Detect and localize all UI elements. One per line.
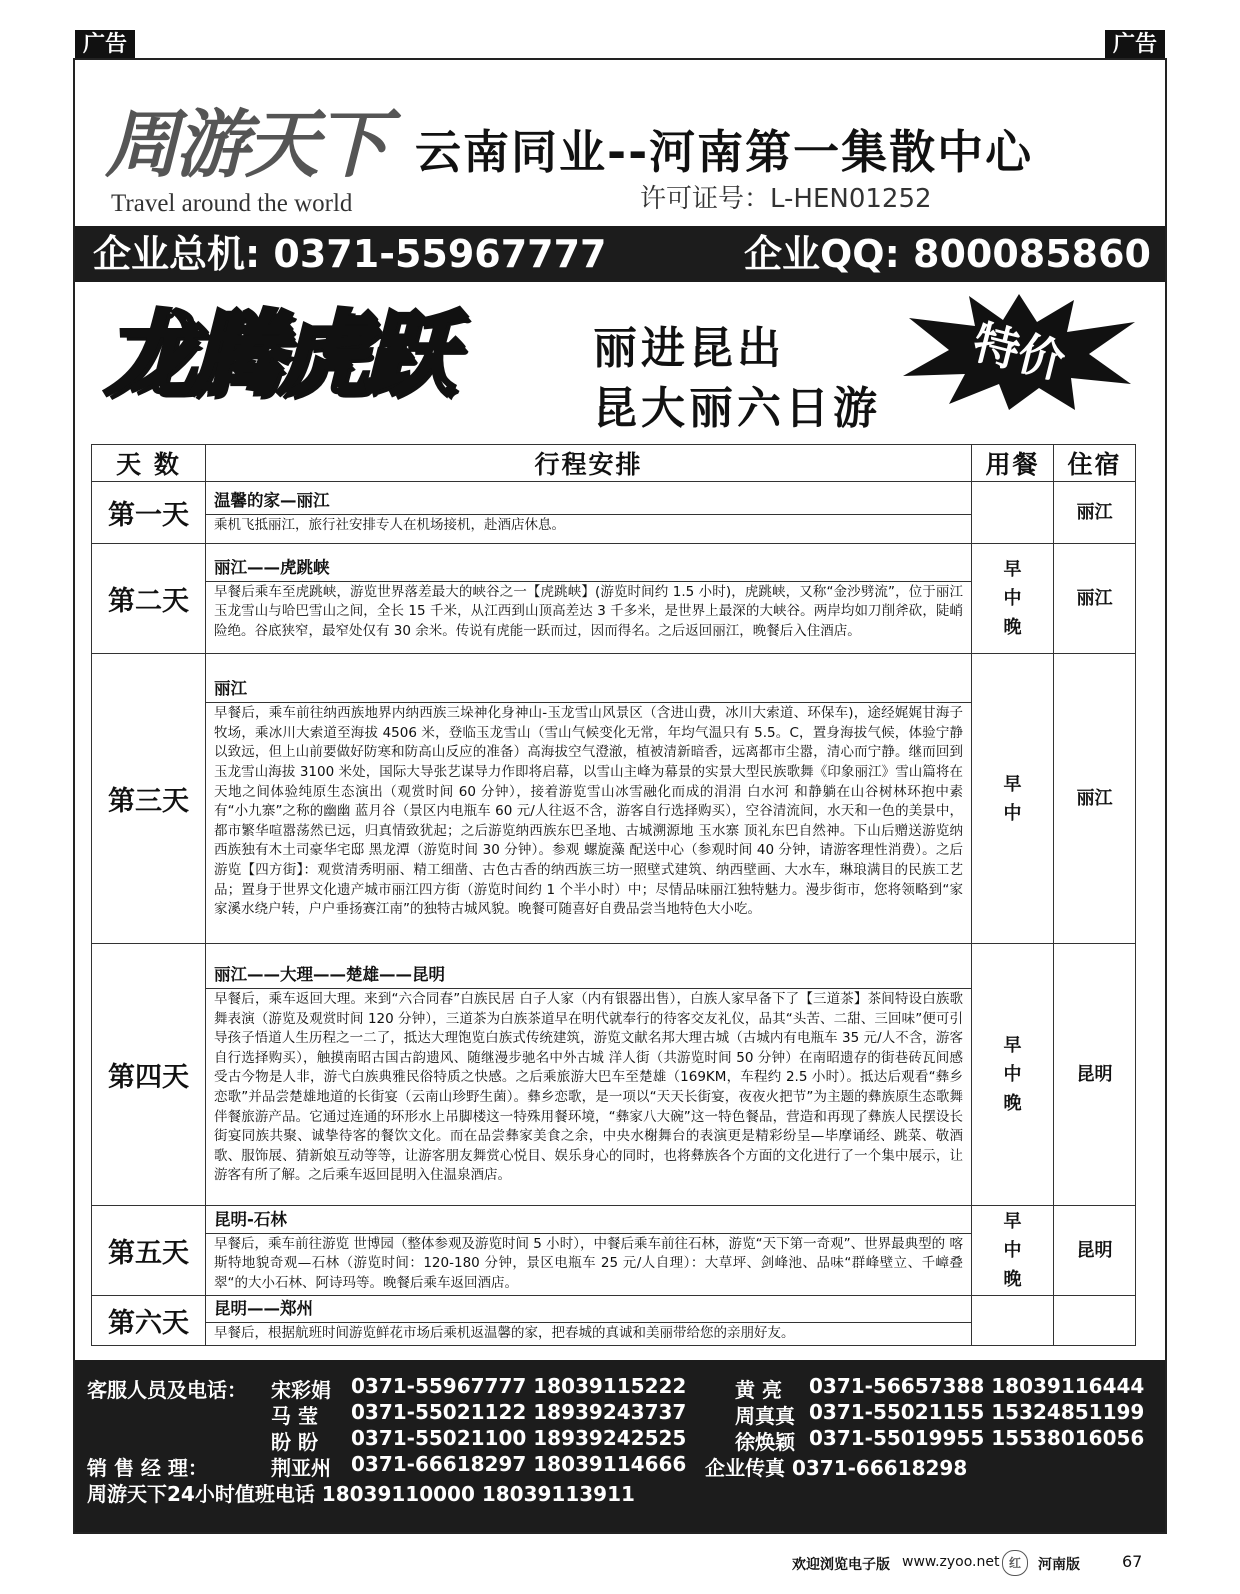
route-line-1: 丽进昆出 <box>593 323 785 374</box>
page-number: 67 <box>1122 1552 1143 1571</box>
meal-cell: 早 中 晚 <box>972 1206 1054 1296</box>
brand-logo <box>105 100 405 220</box>
company-phone: 企业总机: 0371-55967777 <box>93 232 607 276</box>
meal-cell <box>972 482 1054 544</box>
program-cell <box>206 544 972 654</box>
staff-name: 马 莹 <box>271 1404 318 1428</box>
day-label: 第一天 <box>92 482 206 544</box>
sales-label: 销 售 经 理： <box>87 1456 208 1480</box>
promo-banner <box>75 282 1165 438</box>
contact-bar <box>75 226 1165 282</box>
advertisement-frame <box>73 58 1167 1534</box>
program-cell <box>206 482 972 544</box>
program-title: 昆明-石林 <box>206 1207 971 1234</box>
header <box>75 60 1165 226</box>
stay-cell: 丽江 <box>1054 482 1136 544</box>
main-title: 云南同业--河南第一集散中心 <box>415 125 1034 179</box>
program-cell <box>206 1206 972 1296</box>
stay-cell <box>1054 1296 1136 1346</box>
staff-phones: 0371-55967777 18039115222 <box>351 1374 687 1398</box>
sales-name: 荆亚州 <box>271 1456 331 1480</box>
staff-phones: 0371-55021122 18939243737 <box>351 1400 687 1424</box>
table-row <box>92 1206 1136 1296</box>
slogan: 龙腾虎跃 <box>105 300 450 408</box>
day-label: 第三天 <box>92 654 206 944</box>
service-label: 客服人员及电话： <box>87 1378 247 1402</box>
table-row <box>92 654 1136 944</box>
program-cell <box>206 654 972 944</box>
program-title: 丽江——虎跳峡 <box>206 555 971 582</box>
day-label: 第四天 <box>92 944 206 1206</box>
day-label: 第二天 <box>92 544 206 654</box>
stay-cell: 丽江 <box>1054 544 1136 654</box>
header-program: 行程安排 <box>206 445 972 482</box>
program-title: 昆明——郑州 <box>206 1296 971 1323</box>
staff-phones: 0371-55021155 15324851199 <box>809 1400 1145 1424</box>
page-footer <box>770 1548 1170 1578</box>
staff-phones: 0371-55019955 15538016056 <box>809 1426 1145 1450</box>
table-row <box>92 1296 1136 1346</box>
meal-cell: 早 中 <box>972 654 1054 944</box>
program-cell <box>206 944 972 1206</box>
staff-name: 宋彩娟 <box>271 1378 331 1402</box>
table-header-row <box>92 445 1136 482</box>
staff-name: 盼 盼 <box>271 1430 318 1454</box>
program-title: 温馨的家—丽江 <box>206 488 971 515</box>
table-row <box>92 544 1136 654</box>
program-body: 早餐后，乘车返回大理。来到“六合同春”白族民居 白子人家（内有银器出售），白族人家早备下了【三道茶】茶间特设白族歌舞表演（游览及观赏时间 120 分钟），三道茶为白族茶道早在明代就奉行的待客交友礼仪，品其“头苦、二甜、三回味”便可引导孩子悟道人生历程之一二了，抵达大理饱览白族式传统建筑，游览文献名邦大理古城（古城内有电瓶车 35 元/人不含，游客自行选择购买），触摸南昭古国古韵遗风、随继漫步驰名中外古城 洋人街（共游览时间 50 分钟）在南昭遗存的街巷砖瓦间感受古今物是人非，游弋白族典雅民俗特质之快感。之后乘旅游大巴车至楚雄（169KM，车程约 2.5 小时）。抵达后观看“彝乡恋歌”并品尝楚雄地道的长街宴（云南山珍野生菌）。彝乡恋歌，是一项以“天天长街宴，夜夜火把节”为主题的彝族原生态歌舞伴餐旅游产品。它通过连通的环形水上吊脚楼这一特殊用餐环境，“彝家八大碗”这一特色餐品，营造和再现了彝族人民摆设长街宴同族共聚、诚挚待客的餐饮文化。而在品尝彝家美食之余，中央水榭舞台的表演更是精彩纷呈—毕摩诵经、跳菜、敬酒歌、服饰展、猜新娘互动等等，让游客朋友舞赏心悦目、娱乐身心的同时，也将彝族各个方面的文化进行了一个集中展示，让游客有所了解。之后乘车返回昆明入住温泉酒店。 <box>214 991 963 1184</box>
ad-tag-right: 广告 <box>1105 30 1165 60</box>
header-stay: 住宿 <box>1054 445 1136 482</box>
header-meal: 用餐 <box>972 445 1054 482</box>
header-day: 天 数 <box>92 445 206 482</box>
edition-badge-icon: 红 <box>1002 1550 1028 1576</box>
table-row <box>92 482 1136 544</box>
staff-name: 周真真 <box>735 1404 795 1428</box>
staff-name: 徐焕颖 <box>735 1430 795 1454</box>
edition-label: 河南版 <box>1038 1557 1080 1573</box>
company-qq: 企业QQ: 800085860 <box>744 232 1151 276</box>
logo-english: Travel around the world <box>111 190 353 217</box>
program-title: 丽江——大理——楚雄——昆明 <box>206 962 971 989</box>
meal-cell: 早 中 晚 <box>972 544 1054 654</box>
program-body: 早餐后乘车至虎跳峡，游览世界落差最大的峡谷之一【虎跳峡】(游览时间约 1.5 小时)，虎跳峡，又称“金沙劈流”，位于丽江玉龙雪山与哈巴雪山之间，全长 15 千米，从江西到山顶高差达 3 千多米，是世界上最深的大峡谷。两岸均如刀削斧砍，陡峭险绝。谷底狭窄，最窄处仅有 30 余米。传说有虎能一跃而过，因而得名。之后返回丽江，晚餐后入住酒店。 <box>214 583 963 639</box>
sales-phones: 0371-66618297 18039114666 <box>351 1452 687 1476</box>
table-row <box>92 944 1136 1206</box>
hotline: 周游天下24小时值班电话 18039110000 18039113911 <box>87 1482 635 1506</box>
license-number: 许可证号：L-HEN01252 <box>640 184 932 214</box>
website-link[interactable]: www.zyoo.net <box>902 1554 1000 1570</box>
special-price-burst <box>899 292 1139 412</box>
program-body: 早餐后，乘车前往游览 世博园（整体参观及游览时间 5 小时），中餐后乘车前往石林，游览“天下第一奇观”、世界最典型的 喀斯特地貌奇观—石林（游览时间：120-180 分钟，景区电瓶车 25 元/人自理）：大草坪、剑峰池、品味“群峰壁立、千嶂叠翠“的大小石林、阿诗玛等。晚餐后乘车返回酒店。 <box>214 1235 963 1291</box>
meal-cell: 早 中 晚 <box>972 944 1054 1206</box>
program-body: 乘机飞抵丽江，旅行社安排专人在机场接机，赴酒店休息。 <box>214 517 565 534</box>
staff-phones: 0371-56657388 18039116444 <box>809 1374 1145 1398</box>
route-line-2: 昆大丽六日游 <box>593 383 881 434</box>
contact-footer <box>75 1360 1165 1532</box>
itinerary-table <box>91 444 1136 1346</box>
program-title: 丽江 <box>206 676 971 703</box>
day-label: 第六天 <box>92 1296 206 1346</box>
company-fax: 企业传真 0371-66618298 <box>705 1456 968 1480</box>
day-label: 第五天 <box>92 1206 206 1296</box>
stay-cell: 昆明 <box>1054 944 1136 1206</box>
staff-phones: 0371-55021100 18939242525 <box>351 1426 687 1450</box>
stay-cell: 昆明 <box>1054 1206 1136 1296</box>
welcome-text: 欢迎浏览电子版 <box>792 1557 890 1573</box>
logo-calligraphy: 周游天下 <box>105 102 385 188</box>
program-body: 早餐后，根据航班时间游览鲜花市场后乘机返温馨的家，把春城的真诚和美丽带给您的亲朋好友。 <box>214 1325 795 1342</box>
staff-name: 黄 亮 <box>735 1378 782 1402</box>
program-body: 早餐后，乘车前往纳西族地界内纳西族三垛神化身神山-玉龙雪山风景区（含进山费，冰川大索道、环保车)，途经娓娓甘海子牧场，乘冰川大索道至海拔 4506 米，登临玉龙雪山（雪山气候变化无常，年均气温只有 5.5。C，置身海拔气候，体验宁静以致远，但上山前要做好防寒和防高山反应的准备）高海拔空气澄澈，植被清新暗香，远离都市尘嚣，清心而宁静。继而回到玉龙雪山海拔 3100 米处，国际大导张艺谋导力作即将启幕，以雪山主峰为幕景的实景大型民族歌舞《印象丽江》雪山篇将在天地之间体验纯原生态演出（观赏时间 60 分钟），接着游览雪山冰雪融化而成的涓涓 白水河 和静躺在山谷树林环抱中素有“小九寨”之称的幽幽 蓝月谷（景区内电瓶车 60 元/人往返不含，游客自行选择购买），空谷清流间，水天和一色的美景中，都市繁华喧嚣荡然已远，归真情致犹起；之后游览纳西族东巴圣地、古城溯源地 玉水寨 顶礼东巴自然神。下山后赠送游览纳西族独有木土司豪华宅邸 黑龙潭（游览时间 30 分钟）。参观 螺旋藻 配送中心（参观时间 40 分钟，请游客理性消费）。之后游览【四方街】：观赏清秀明丽、精工细凿、古色古香的纳西族三坊一照壁式建筑、纳西壁画、大水车，琳琅满目的民族工艺品；置身于世界文化遗产城市丽江四方街（游览时间约 1 个半小时）中；尽情品味丽江独特魅力。漫步街市，您将领略到“家家溪水绕户转，户户垂扬赛江南”的独特古城风貌。晚餐可随喜好自费品尝当地特色大小吃。 <box>214 705 963 918</box>
ad-tag-left: 广告 <box>75 30 135 60</box>
special-price-label: 特价 <box>967 314 1071 390</box>
meal-cell <box>972 1296 1054 1346</box>
program-cell <box>206 1296 972 1346</box>
stay-cell: 丽江 <box>1054 654 1136 944</box>
